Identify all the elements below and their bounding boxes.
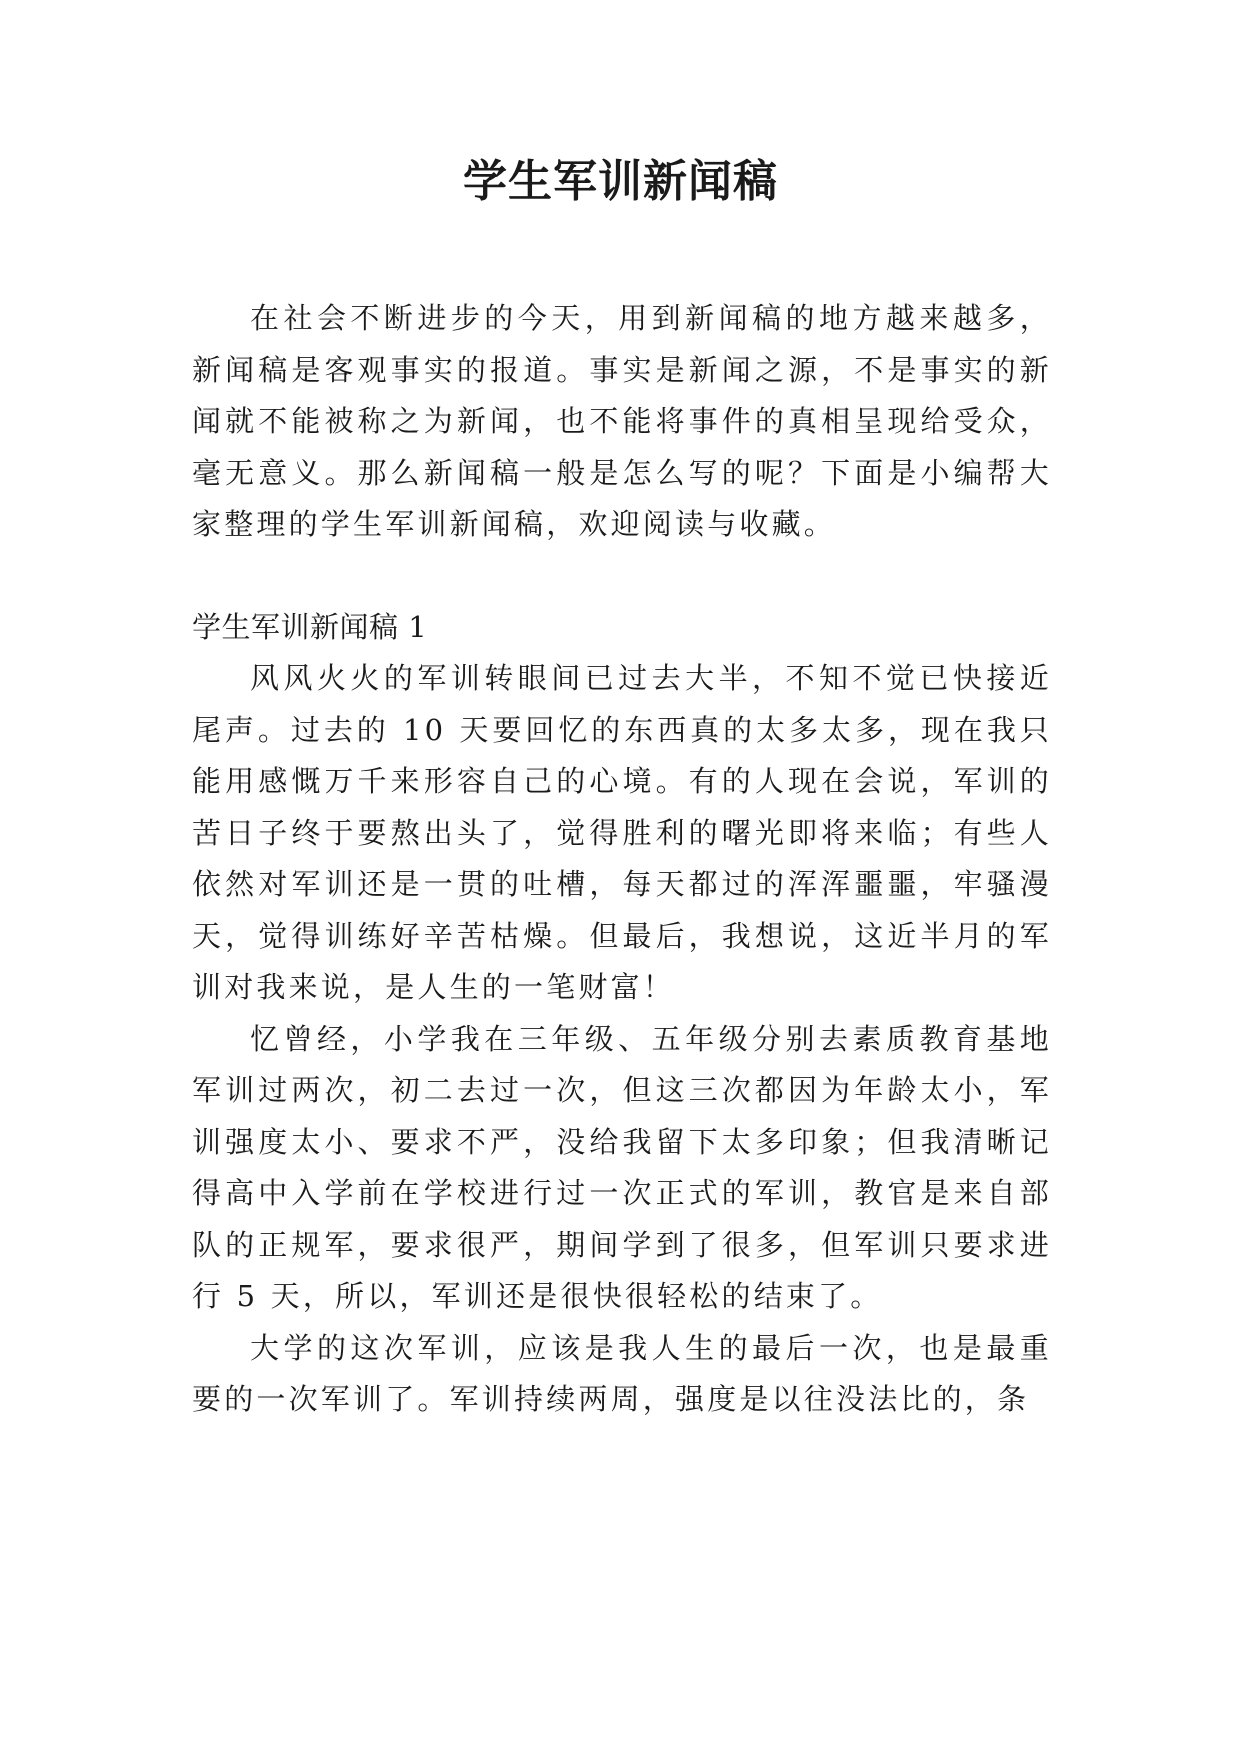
document-body	[192, 293, 1052, 1426]
body-paragraph: 风风火火的军训转眼间已过去大半，不知不觉已快接近尾声。过去的 10 天要回忆的东西真的太多太多，现在我只能用感慨万千来形容自己的心境。有的人现在会说，军训的苦日子终于要熬出头了，觉得胜利的曙光即将来临；有些人依然对军训还是一贯的吐槽，每天都过的浑浑噩噩，牢骚漫天，觉得训练好辛苦枯燥。但最后，我想说，这近半月的军训对我来说，是人生的一笔财富！	[192, 661, 1052, 1004]
section-heading: 学生军训新闻稿 1	[192, 609, 428, 644]
intro-paragraph: 在社会不断进步的今天，用到新闻稿的地方越来越多，新闻稿是客观事实的报道。事实是新闻之源，不是事实的新闻就不能被称之为新闻，也不能将事件的真相呈现给受众，毫无意义。那么新闻稿一般是怎么写的呢？下面是小编帮大家整理的学生军训新闻稿，欢迎阅读与收藏。	[192, 301, 1052, 541]
document-title: 学生军训新闻稿	[463, 156, 778, 207]
body-paragraph: 忆曾经，小学我在三年级、五年级分别去素质教育基地军训过两次，初二去过一次，但这三次都因为年龄太小，军训强度太小、要求不严，没给我留下太多印象；但我清晰记得高中入学前在学校进行过一次正式的军训，教官是来自部队的正规军，要求很严，期间学到了很多，但军训只要求进行 5 天，所以，军训还是很快很轻松的结束了。	[192, 1021, 1052, 1313]
body-paragraph: 大学的这次军训，应该是我人生的最后一次，也是最重要的一次军训了。军训持续两周，强度是以往没法比的，条	[192, 1330, 1052, 1416]
